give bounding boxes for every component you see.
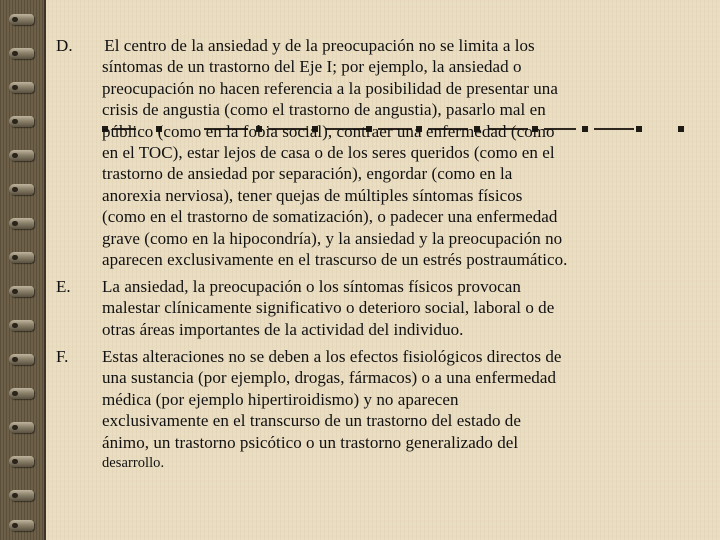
- text-line: (como en el trastorno de somatización), o padecer una enfermedad: [102, 207, 558, 227]
- text-line: La ansiedad, la preocupación o los síntomas físicos provocan: [102, 277, 521, 296]
- binder-ring-icon: [9, 116, 34, 127]
- text-line: médica (por ejemplo hipertiroidismo) y no aparecen: [102, 389, 459, 409]
- text-line: público (como en la fobia social), contraer una enfermedad (como: [102, 121, 555, 141]
- text-line: en el TOC), estar lejos de casa o de los seres queridos (como en el: [102, 143, 555, 163]
- binder-ring-icon: [9, 14, 34, 25]
- text-line: grave (como en la hipocondría), y la ansiedad y la preocupación no: [102, 228, 563, 248]
- text-line: síntomas de un trastorno del Eje I; por ejemplo, la ansiedad o: [102, 57, 522, 77]
- criterion-text: [102, 276, 662, 340]
- text-line: anorexia nerviosa), tener quejas de múltiples síntomas físicos: [102, 185, 523, 205]
- binder-ring-icon: [9, 82, 34, 93]
- binder-ring-icon: [9, 354, 34, 365]
- binder-ring-icon: [9, 320, 34, 331]
- text-line: El centro de la ansiedad y de la preocupación no se limita a los: [100, 36, 535, 55]
- text-line: desarrollo.: [102, 455, 165, 472]
- text-line: preocupación no hacen referencia a la posibilidad de presentar una: [102, 78, 558, 98]
- text-line: una sustancia (por ejemplo, drogas, fármacos) o a una enfermedad: [102, 368, 556, 388]
- text-line: ánimo, un trastorno psicótico o un trastorno generalizado del: [102, 432, 519, 452]
- binder-ring-icon: [9, 48, 34, 59]
- binder-ring-icon: [9, 184, 34, 195]
- binder-ring-icon: [9, 252, 34, 263]
- text-line: crisis de angustia (como el trastorno de angustia), pasarlo mal en: [102, 100, 546, 120]
- binder-ring-icon: [9, 150, 34, 161]
- criterion-text: [102, 35, 662, 270]
- text-line: aparecen exclusivamente en el trascurso de un estrés postraumático.: [102, 250, 568, 270]
- criterion-label: F.: [56, 347, 69, 366]
- criterion-text: [102, 346, 662, 474]
- criterion-label: E.: [56, 277, 71, 296]
- text-line: Estas alteraciones no se deben a los efectos fisiológicos directos de: [102, 347, 562, 366]
- text-line: trastorno de ansiedad por separación), engordar (como en la: [102, 164, 513, 184]
- text-line: malestar clínicamente significativo o deterioro social, laboral o de: [102, 298, 555, 318]
- binder-ring-icon: [9, 456, 34, 467]
- criterion-label: D.: [56, 36, 73, 55]
- binder-ring-icon: [9, 388, 34, 399]
- text-line: exclusivamente en el transcurso de un trastorno del estado de: [102, 411, 521, 431]
- square-bullet-icon: [678, 126, 684, 132]
- binder-ring-icon: [9, 218, 34, 229]
- binder-ring-icon: [9, 286, 34, 297]
- notebook-spine: [0, 0, 46, 540]
- binder-ring-icon: [9, 490, 34, 501]
- binder-ring-icon: [9, 422, 34, 433]
- text-line: otras áreas importantes de la actividad del individuo.: [102, 319, 464, 339]
- binder-ring-icon: [9, 520, 34, 531]
